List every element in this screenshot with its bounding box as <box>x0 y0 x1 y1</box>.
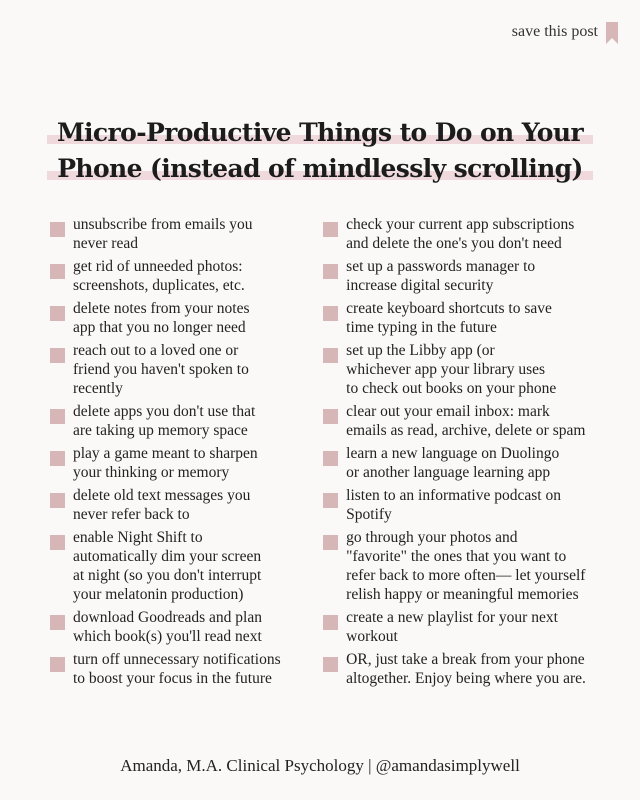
checklist-item-line: never read <box>73 235 138 252</box>
checklist-item-line: OR, just take a break from your phone <box>346 651 585 668</box>
checklist-item-line: app that you no longer need <box>73 319 246 336</box>
checkbox-icon[interactable] <box>323 657 338 672</box>
checklist-item-line: workout <box>346 628 398 645</box>
checklist-item-line: increase digital security <box>346 277 494 294</box>
checklist-item <box>323 257 610 295</box>
checkbox-icon[interactable] <box>50 222 65 237</box>
checklist-item-line: which book(s) you'll read next <box>73 628 262 645</box>
checkbox-icon[interactable] <box>50 493 65 508</box>
checkbox-icon[interactable] <box>50 306 65 321</box>
checkbox-icon[interactable] <box>323 409 338 424</box>
checklist-item <box>50 215 309 253</box>
checklist-item-text <box>73 608 262 646</box>
checkbox-icon[interactable] <box>323 306 338 321</box>
checklist-item-line: emails as read, archive, delete or spam <box>346 422 586 439</box>
checklist-item <box>50 402 309 440</box>
checklist-item-line: whichever app your library uses <box>346 361 546 378</box>
checklist-item-line: recently <box>73 380 123 397</box>
checklist-item-line: your melatonin production) <box>73 586 244 603</box>
page-title <box>0 115 640 187</box>
title-line-1: Micro-Productive Things to Do on Your <box>57 115 583 151</box>
checklist-item-line: check your current app subscriptions <box>346 216 575 233</box>
checklist-item-text <box>346 402 585 440</box>
checklist-item <box>323 402 610 440</box>
checklist-item <box>50 650 309 688</box>
checklist-item-line: set up a passwords manager to <box>346 258 536 275</box>
checklist-item-text <box>346 650 586 688</box>
checkbox-icon[interactable] <box>323 222 338 237</box>
checklist-right-column <box>323 215 610 692</box>
checklist-item-line: to boost your focus in the future <box>73 670 272 687</box>
footer-credit: Amanda, M.A. Clinical Psychology | @amandasimplywell <box>120 756 520 775</box>
save-post-label: save this post <box>511 23 598 40</box>
checklist-item-line: or another language learning app <box>346 464 551 481</box>
checklist-item-line: Spotify <box>346 506 392 523</box>
checklist-item-line: set up the Libby app (or <box>346 342 495 359</box>
checklist-item-text <box>346 444 559 482</box>
checklist-item-line: to check out books on your phone <box>346 380 557 397</box>
checklist-item <box>50 608 309 646</box>
checklist-item-line: create keyboard shortcuts to save <box>346 300 552 317</box>
checklist-item <box>323 486 610 524</box>
checklist-item-line: time typing in the future <box>346 319 497 336</box>
checklist-item-line: screenshots, duplicates, etc. <box>73 277 245 294</box>
checklist-item-line: delete notes from your notes <box>73 300 250 317</box>
checklist-item-text <box>73 402 255 440</box>
checklist-item <box>50 299 309 337</box>
save-post[interactable] <box>512 22 618 44</box>
checklist-item-line: listen to an informative podcast on <box>346 487 561 504</box>
checklist-item-line: your thinking or memory <box>73 464 230 481</box>
checkbox-icon[interactable] <box>323 451 338 466</box>
checklist-item-line: never refer back to <box>73 506 190 523</box>
checklist-item-text <box>346 341 556 398</box>
checklist-item-line: at night (so you don't interrupt <box>73 567 262 584</box>
checklist-item <box>323 215 610 253</box>
checklist-item-line: turn off unnecessary notifications <box>73 651 281 668</box>
checklist-item-line: clear out your email inbox: mark <box>346 403 550 420</box>
checklist-item-line: delete old text messages you <box>73 487 251 504</box>
checklist-item <box>50 444 309 482</box>
checklist-item-line: delete apps you don't use that <box>73 403 256 420</box>
checklist-item-text <box>73 444 258 482</box>
checklist-item-line: get rid of unneeded photos: <box>73 258 243 275</box>
checkbox-icon[interactable] <box>50 657 65 672</box>
checklist-item-line: relish happy or meaningful memories <box>346 586 579 603</box>
checkbox-icon[interactable] <box>323 535 338 550</box>
checklist-item-text <box>346 257 535 295</box>
checklist-item-text <box>346 486 561 524</box>
checklist-item <box>323 650 610 688</box>
checklist-item-text <box>346 299 552 337</box>
checklist-item-line: "favorite" the ones that you want to <box>346 548 567 565</box>
checklist-item-line: learn a new language on Duolingo <box>346 445 560 462</box>
checklist-item-text <box>346 215 574 253</box>
checklist-item-line: automatically dim your screen <box>73 548 262 565</box>
checklist-item <box>50 257 309 295</box>
checklist-item-line: are taking up memory space <box>73 422 248 439</box>
checklist-item <box>50 528 309 604</box>
checklist-item <box>323 608 610 646</box>
checklist-item-line: go through your photos and <box>346 529 518 546</box>
checklist-item-line: and delete the one's you don't need <box>346 235 562 252</box>
checklist-item <box>323 299 610 337</box>
checklist-item <box>50 341 309 398</box>
checklist-item-text <box>73 299 249 337</box>
checklist-item-text <box>346 528 585 604</box>
checkbox-icon[interactable] <box>323 264 338 279</box>
checklist-item <box>323 341 610 398</box>
checklist-item <box>323 444 610 482</box>
checklist-item-line: download Goodreads and plan <box>73 609 262 626</box>
checklist-item-line: create a new playlist for your next <box>346 609 558 626</box>
checklist-item-line: unsubscribe from emails you <box>73 216 253 233</box>
checklist-item <box>323 528 610 604</box>
checkbox-icon[interactable] <box>323 348 338 363</box>
checkbox-icon[interactable] <box>50 535 65 550</box>
checklist-item-text <box>73 650 281 688</box>
checkbox-icon[interactable] <box>50 451 65 466</box>
checkbox-icon[interactable] <box>50 348 65 363</box>
checklist-item-line: altogether. Enjoy being where you are. <box>346 670 586 687</box>
checkbox-icon[interactable] <box>323 615 338 630</box>
checklist-item-line: enable Night Shift to <box>73 529 203 546</box>
checklist-item-text <box>73 486 250 524</box>
checkbox-icon[interactable] <box>50 264 65 279</box>
checklist-item-line: refer back to more often— let yourself <box>346 567 586 584</box>
checklist <box>50 215 610 692</box>
checklist-item-line: friend you haven't spoken to <box>73 361 249 378</box>
checklist-item-line: play a game meant to sharpen <box>73 445 258 462</box>
checklist-item-text <box>346 608 558 646</box>
checkbox-icon[interactable] <box>50 409 65 424</box>
checklist-left-column <box>50 215 309 692</box>
checklist-item-text <box>73 257 245 295</box>
checklist-item-line: reach out to a loved one or <box>73 342 239 359</box>
checkbox-icon[interactable] <box>50 615 65 630</box>
checklist-item <box>50 486 309 524</box>
checklist-item-text <box>73 341 249 398</box>
checklist-item-text <box>73 215 253 253</box>
checklist-item-text <box>73 528 261 604</box>
checkbox-icon[interactable] <box>323 493 338 508</box>
title-line-2: Phone (instead of mindlessly scrolling) <box>57 151 583 187</box>
bookmark-icon[interactable] <box>606 22 618 44</box>
